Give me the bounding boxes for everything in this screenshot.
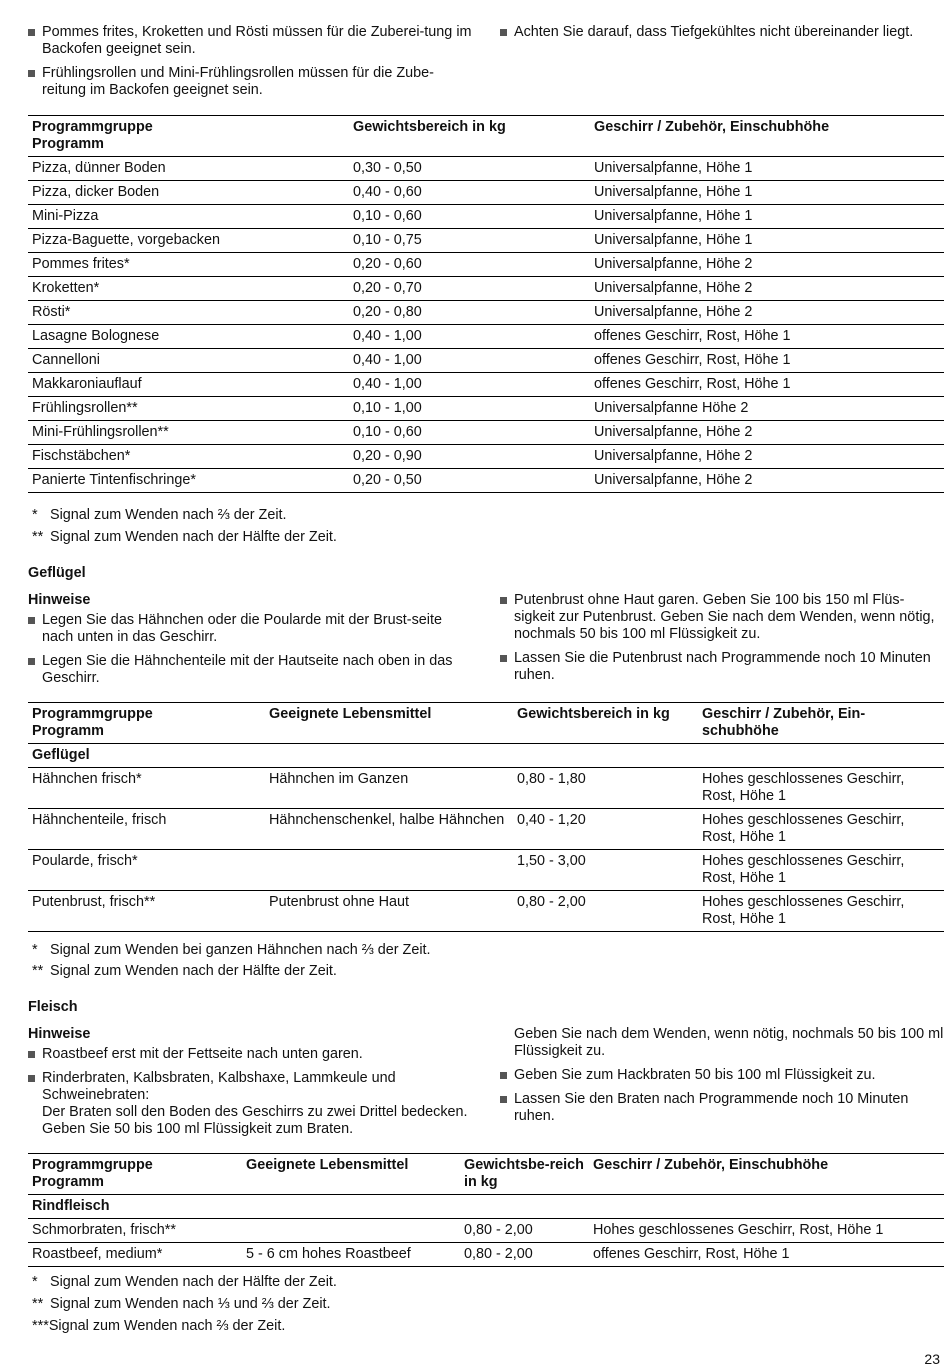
table-row (28, 850, 944, 891)
table-header-row (28, 703, 944, 744)
cell-dish: Universalpfanne, Höhe 2 (590, 253, 944, 277)
cell-food (265, 850, 513, 891)
table-poultry (28, 702, 944, 932)
header-weight: Gewichtsbe-reich in kg (460, 1154, 589, 1195)
gefluegel-right-column (500, 592, 945, 691)
table-row (28, 445, 944, 469)
cell-program: Mini-Frühlingsrollen** (28, 421, 349, 445)
table-group-row (28, 1195, 944, 1219)
cell-food (242, 1219, 460, 1243)
hint-bullet: Legen Sie die Hähnchenteile mit der Hautseite nach oben in das Geschirr. (28, 653, 473, 687)
cell-weight: 0,80 - 2,00 (513, 891, 698, 932)
cell-program: Panierte Tintenfischringe* (28, 469, 349, 493)
cell-program: Mini-Pizza (28, 205, 349, 229)
cell-weight: 0,30 - 0,50 (349, 157, 590, 181)
cell-program: Lasagne Bolognese (28, 325, 349, 349)
intro-left-column (28, 24, 473, 106)
cell-program: Hähnchen frisch* (28, 768, 265, 809)
intro-bullet: Achten Sie darauf, dass Tiefgekühltes nicht übereinander liegt. (500, 24, 940, 41)
section-title-fleisch: Fleisch (28, 999, 78, 1015)
cell-dish: Universalpfanne, Höhe 2 (590, 277, 944, 301)
table-row (28, 325, 944, 349)
table-row (28, 229, 944, 253)
cell-dish: Universalpfanne, Höhe 1 (590, 157, 944, 181)
cell-weight: 0,80 - 2,00 (460, 1219, 589, 1243)
hint-bullet: Lassen Sie den Braten nach Programmende noch 10 Minuten ruhen. (500, 1091, 945, 1125)
hint-bullet: Geben Sie zum Hackbraten 50 bis 100 ml Flüssigkeit zu. (500, 1067, 945, 1084)
table-row (28, 253, 944, 277)
table-row (28, 768, 944, 809)
cell-weight: 0,20 - 0,60 (349, 253, 590, 277)
cell-dish: Universalpfanne, Höhe 2 (590, 421, 944, 445)
cell-program: Pizza, dünner Boden (28, 157, 349, 181)
cell-weight: 0,40 - 1,00 (349, 349, 590, 373)
gefluegel-left-column (28, 612, 473, 694)
table-row (28, 1243, 944, 1267)
cell-dish: Hohes geschlossenes Geschirr, Rost, Höhe 1 (698, 891, 944, 932)
header-food: Geeignete Lebensmittel (265, 703, 513, 744)
cell-weight: 0,20 - 0,50 (349, 469, 590, 493)
table-row (28, 891, 944, 932)
cell-program: Pizza-Baguette, vorgebacken (28, 229, 349, 253)
cell-weight: 0,80 - 2,00 (460, 1243, 589, 1267)
cell-food: 5 - 6 cm hohes Roastbeef (242, 1243, 460, 1267)
header-program: Programmgruppe Programm (28, 703, 265, 744)
cell-program: Makkaroniauflauf (28, 373, 349, 397)
header-dish: Geschirr / Zubehör, Ein-schubhöhe (698, 703, 944, 744)
table-row (28, 349, 944, 373)
table-row (28, 181, 944, 205)
table-row (28, 1219, 944, 1243)
footnote: ** Signal zum Wenden nach der Hälfte der Zeit. (32, 963, 337, 979)
cell-dish: Hohes geschlossenes Geschirr, Rost, Höhe 1 (589, 1219, 944, 1243)
cell-program: Pizza, dicker Boden (28, 181, 349, 205)
cell-program: Fischstäbchen* (28, 445, 349, 469)
cell-dish: Hohes geschlossenes Geschirr, Rost, Höhe 1 (698, 809, 944, 850)
cell-weight: 0,40 - 1,20 (513, 809, 698, 850)
header-dish: Geschirr / Zubehör, Einschubhöhe (589, 1154, 944, 1195)
hint-bullet: Legen Sie das Hähnchen oder die Poularde mit der Brust-seite nach unten in das Geschirr. (28, 612, 473, 646)
header-program: Programmgruppe Programm (28, 116, 349, 157)
fleisch-left-column (28, 1046, 473, 1145)
section-title-gefluegel: Geflügel (28, 565, 86, 581)
cell-food: Putenbrust ohne Haut (265, 891, 513, 932)
cell-program: Hähnchenteile, frisch (28, 809, 265, 850)
cell-dish: Universalpfanne, Höhe 1 (590, 229, 944, 253)
table-header-row (28, 116, 944, 157)
hint-bullet: Putenbrust ohne Haut garen. Geben Sie 100 bis 150 ml Flüs-sigkeit zur Putenbrust. Geben Sie nach dem Wenden, wenn nötig, nochmals 50 bis 100 ml Flüssigkeit zu. (500, 592, 945, 643)
cell-dish: offenes Geschirr, Rost, Höhe 1 (589, 1243, 944, 1267)
cell-program: Putenbrust, frisch** (28, 891, 265, 932)
footnote: ** Signal zum Wenden nach ⅓ und ⅔ der Zeit. (32, 1296, 331, 1312)
cell-weight: 0,10 - 0,60 (349, 421, 590, 445)
cell-weight: 0,20 - 0,70 (349, 277, 590, 301)
cell-dish: Hohes geschlossenes Geschirr, Rost, Höhe 1 (698, 768, 944, 809)
cell-dish: offenes Geschirr, Rost, Höhe 1 (590, 349, 944, 373)
table-row (28, 421, 944, 445)
table-group-row (28, 744, 944, 768)
hint-continuation: Geben Sie nach dem Wenden, wenn nötig, nochmals 50 bis 100 ml Flüssigkeit zu. (514, 1026, 944, 1059)
header-weight: Gewichtsbereich in kg (513, 703, 698, 744)
hint-bullet: Lassen Sie die Putenbrust nach Programmende noch 10 Minuten ruhen. (500, 650, 945, 684)
footnote: * Signal zum Wenden bei ganzen Hähnchen nach ⅔ der Zeit. (32, 942, 431, 958)
footnote: * Signal zum Wenden nach ⅔ der Zeit. (32, 507, 287, 523)
cell-dish: Hohes geschlossenes Geschirr, Rost, Höhe 1 (698, 850, 944, 891)
cell-program: Roastbeef, medium* (28, 1243, 242, 1267)
table-row (28, 277, 944, 301)
cell-weight: 0,40 - 1,00 (349, 373, 590, 397)
hint-bullet: Roastbeef erst mit der Fettseite nach unten garen. (28, 1046, 473, 1063)
group-label: Geflügel (28, 744, 944, 768)
hinweise-title: Hinweise (28, 592, 91, 608)
cell-weight: 0,20 - 0,90 (349, 445, 590, 469)
cell-dish: Universalpfanne, Höhe 1 (590, 205, 944, 229)
cell-program: Poularde, frisch* (28, 850, 265, 891)
cell-program: Schmorbraten, frisch** (28, 1219, 242, 1243)
fleisch-right-column (500, 1026, 945, 1132)
cell-weight: 0,20 - 0,80 (349, 301, 590, 325)
cell-weight: 0,10 - 1,00 (349, 397, 590, 421)
table-row (28, 205, 944, 229)
group-label: Rindfleisch (28, 1195, 944, 1219)
table-row (28, 809, 944, 850)
footnote: ***Signal zum Wenden nach ⅔ der Zeit. (32, 1318, 286, 1334)
table-frozen-products (28, 115, 944, 493)
cell-dish: Universalpfanne Höhe 2 (590, 397, 944, 421)
cell-weight: 0,40 - 1,00 (349, 325, 590, 349)
cell-program: Rösti* (28, 301, 349, 325)
header-dish: Geschirr / Zubehör, Einschubhöhe (590, 116, 944, 157)
header-program: Programmgruppe Programm (28, 1154, 242, 1195)
cell-program: Pommes frites* (28, 253, 349, 277)
cell-weight: 0,10 - 0,60 (349, 205, 590, 229)
cell-program: Cannelloni (28, 349, 349, 373)
cell-dish: Universalpfanne, Höhe 2 (590, 469, 944, 493)
cell-weight: 0,40 - 0,60 (349, 181, 590, 205)
hint-bullet: Rinderbraten, Kalbsbraten, Kalbshaxe, Lammkeule und Schweinebraten: Der Braten soll den Boden des Geschirrs zu zwei Drittel bedecken. Geben Sie 50 bis 100 ml Flüssigkeit zum Braten. (28, 1070, 473, 1138)
cell-program: Frühlingsrollen** (28, 397, 349, 421)
cell-food: Hähnchen im Ganzen (265, 768, 513, 809)
cell-dish: offenes Geschirr, Rost, Höhe 1 (590, 325, 944, 349)
intro-bullet: Frühlingsrollen und Mini-Frühlingsrollen müssen für die Zube-reitung im Backofen geeignet sein. (28, 65, 473, 99)
footnote: * Signal zum Wenden nach der Hälfte der Zeit. (32, 1274, 337, 1290)
hinweise-title: Hinweise (28, 1026, 91, 1042)
table-row (28, 469, 944, 493)
cell-weight: 0,10 - 0,75 (349, 229, 590, 253)
header-food: Geeignete Lebensmittel (242, 1154, 460, 1195)
table-row (28, 157, 944, 181)
table-meat (28, 1153, 944, 1267)
header-weight: Gewichtsbereich in kg (349, 116, 590, 157)
cell-weight: 0,80 - 1,80 (513, 768, 698, 809)
table-row (28, 301, 944, 325)
table-header-row (28, 1154, 944, 1195)
cell-weight: 1,50 - 3,00 (513, 850, 698, 891)
footnote: ** Signal zum Wenden nach der Hälfte der Zeit. (32, 529, 337, 545)
table-row (28, 397, 944, 421)
cell-program: Kroketten* (28, 277, 349, 301)
cell-dish: Universalpfanne, Höhe 2 (590, 445, 944, 469)
intro-bullet: Pommes frites, Kroketten und Rösti müssen für die Zuberei-tung im Backofen geeignet sein. (28, 24, 473, 58)
intro-right-column (500, 24, 940, 48)
cell-dish: Universalpfanne, Höhe 2 (590, 301, 944, 325)
cell-dish: Universalpfanne, Höhe 1 (590, 181, 944, 205)
cell-food: Hähnchenschenkel, halbe Hähnchen (265, 809, 513, 850)
page-number: 23 (924, 1351, 940, 1367)
cell-dish: offenes Geschirr, Rost, Höhe 1 (590, 373, 944, 397)
table-row (28, 373, 944, 397)
